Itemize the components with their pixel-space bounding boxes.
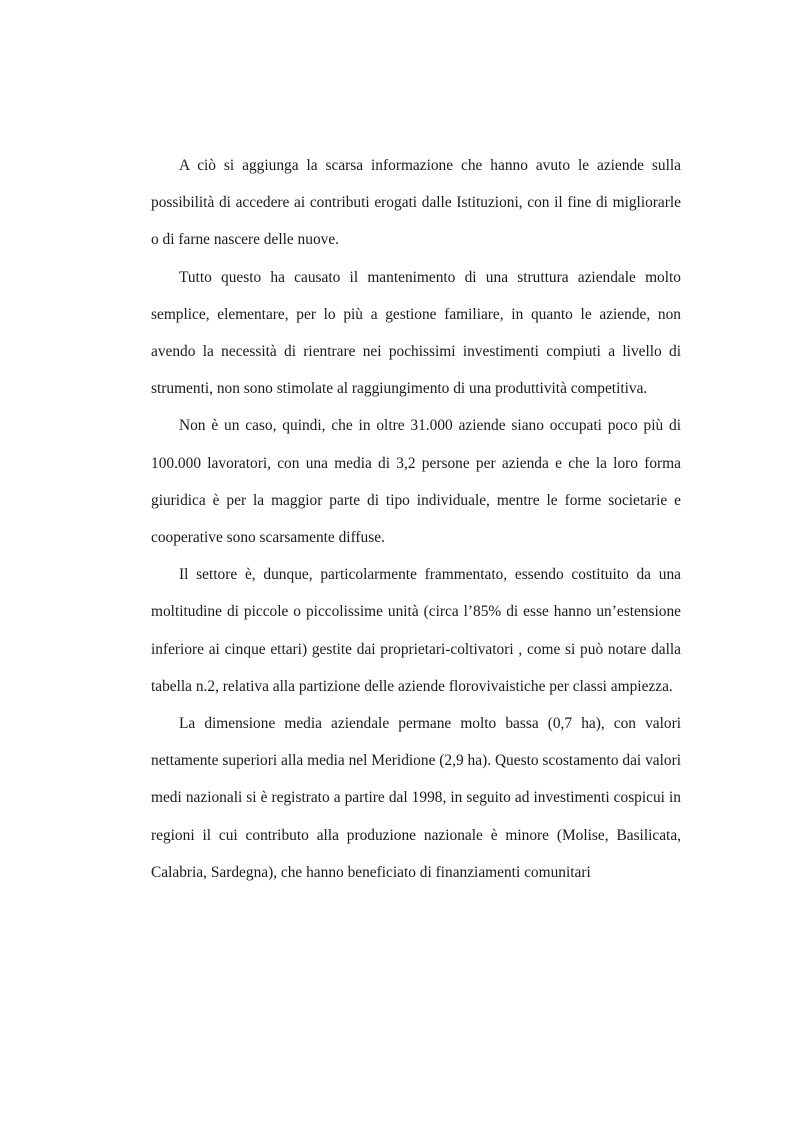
body-text (151, 147, 681, 891)
paragraph-2: Tutto questo ha causato il mantenimento di una struttura aziendale molto semplice, elementare, per lo più a gestione familiare, in quanto le aziende, non avendo la necessità di rientrare nei pochissimi investimenti compiuti a livello di strumenti, non sono stimolate al raggiungimento di una produttività competitiva. (151, 268, 681, 398)
paragraph-4: Il settore è, dunque, particolarmente frammentato, essendo costituito da una moltitudine di piccole o piccolissime unità (circa l’85% di esse hanno un’estensione inferiore ai cinque ettari) gestite dai proprietari-coltivatori , come si può notare dalla tabella n.2, relativa alla partizione delle aziende florovivaistiche per classi ampiezza. (151, 566, 681, 695)
paragraph-1: A ciò si aggiunga la scarsa informazione che hanno avuto le aziende sulla possibilità di accedere ai contributi erogati dalle Istituzioni, con il fine di migliorarle o di farne nascere delle nuove. (151, 157, 681, 249)
paragraph-3: Non è un caso, quindi, che in oltre 31.000 aziende siano occupati poco più di 100.000 lavoratori, con una media di 3,2 persone per azienda e che la loro forma giuridica è per la maggior parte di tipo individuale, mentre le forme societarie e cooperative sono scarsamente diffuse. (151, 417, 681, 547)
paragraph-5: La dimensione media aziendale permane molto bassa (0,7 ha), con valori nettamente superiori alla media nel Meridione (2,9 ha). Questo scostamento dai valori medi nazionali si è registrato a partire dal 1998, in seguito ad investimenti cospicui in regioni il cui contributo alla produzione nazionale è minore (Molise, Basilicata, Calabria, Sardegna), che hanno beneficiato di finanziamenti comunitari (151, 715, 681, 881)
